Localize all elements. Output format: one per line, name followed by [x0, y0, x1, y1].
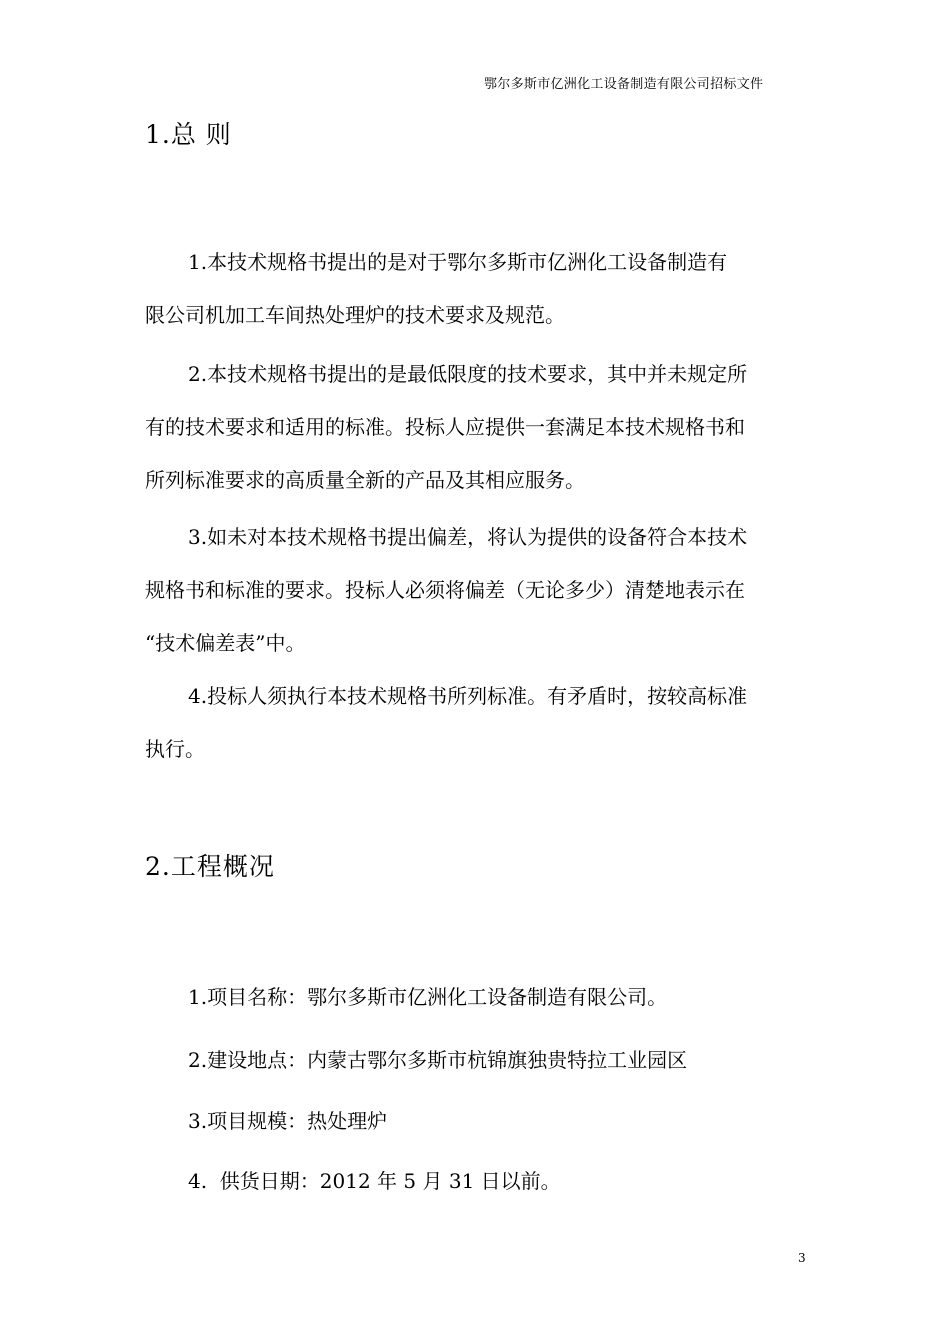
- paragraph-line: 限公司机加工车间热处理炉的技术要求及规范。: [145, 303, 565, 327]
- page-number: 3: [798, 1251, 806, 1265]
- paragraph-line: 1.本技术规格书提出的是对于鄂尔多斯市亿洲化工设备制造有: [188, 250, 728, 274]
- document-header: 鄂尔多斯市亿洲化工设备制造有限公司招标文件: [484, 77, 764, 92]
- section-1-heading: 1.总 则: [145, 120, 232, 149]
- section-1-paragraph-3: [145, 511, 807, 670]
- delivery-date-item: 4. 供货日期：2012 年 5 月 31 日以前。: [188, 1169, 561, 1193]
- section-1-paragraph-1: [145, 236, 807, 342]
- project-scale-item: 3.项目规模：热处理炉: [188, 1109, 388, 1133]
- paragraph-line: 3.如未对本技术规格书提出偏差，将认为提供的设备符合本技术: [188, 525, 748, 549]
- paragraph-line: 有的技术要求和适用的标准。投标人应提供一套满足本技术规格书和: [145, 415, 745, 439]
- paragraph-line: 规格书和标准的要求。投标人必须将偏差（无论多少）清楚地表示在: [145, 578, 745, 602]
- paragraph-line: 2.本技术规格书提出的是最低限度的技术要求，其中并未规定所: [188, 362, 748, 386]
- section-2-heading: 2.工程概况: [145, 852, 275, 881]
- section-1-paragraph-4: [145, 670, 807, 776]
- project-name-item: 1.项目名称：鄂尔多斯市亿洲化工设备制造有限公司。: [188, 985, 668, 1009]
- section-1-paragraph-2: [145, 348, 807, 507]
- paragraph-line: 所列标准要求的高质量全新的产品及其相应服务。: [145, 468, 585, 492]
- paragraph-line: 4.投标人须执行本技术规格书所列标准。有矛盾时，按较高标准: [188, 684, 748, 708]
- paragraph-line: “技术偏差表”中。: [145, 631, 306, 655]
- paragraph-line: 执行。: [145, 737, 205, 761]
- construction-site-item: 2.建设地点：内蒙古鄂尔多斯市杭锦旗独贵特拉工业园区: [188, 1048, 688, 1072]
